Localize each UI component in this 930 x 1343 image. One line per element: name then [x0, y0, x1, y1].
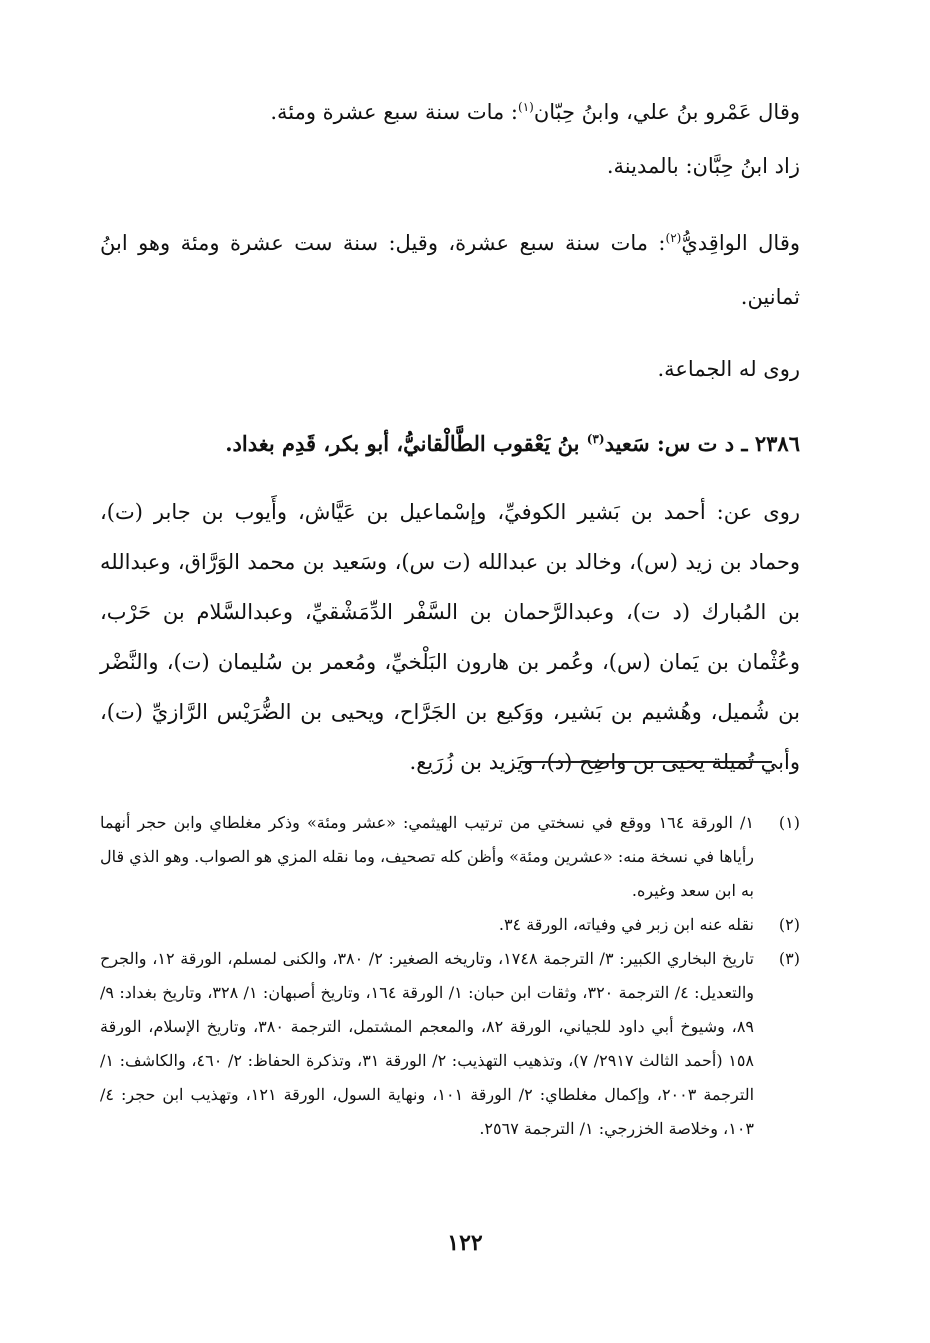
- paragraph-waqidi-end: : مات سنة سبع عشرة، وقيل: سنة ست عشرة ومئة وهو ابنُ ثمانين.: [100, 231, 800, 309]
- footnote-3: [100, 942, 800, 1146]
- footnote-divider: [520, 761, 772, 763]
- paragraph-amr-line1-end: : مات سنة سبع عشرة ومئة.: [270, 100, 519, 124]
- paragraph-amr-line1: وقال عَمْرو بنُ علي، وابنُ حِبّان: [533, 100, 800, 124]
- footnote-number: (١): [778, 813, 800, 832]
- footnote-2: [100, 908, 800, 942]
- main-text: [100, 80, 800, 805]
- footnotes: [100, 806, 800, 1146]
- paragraph-amr: [100, 80, 800, 193]
- entry-heading: [225, 431, 800, 456]
- footnote-text: ١/ الورقة ١٦٤ ووقع في نسختي من ترتيب الهيثمي: «عشر ومئة» وذكر مغلطاي وابن حجر أنهما رأياها في نسخة منه: «عشرين ومئة» وأظن كله تصحيف، وما نقله المزي هو الصواب. وهو الذي قال به ابن سعد وغيره.: [100, 813, 755, 900]
- entry-heading-end: بنُ يَعْقوب الطَّالْقانيُّ، أبو بكر، قَدِم بغداد.: [225, 431, 587, 456]
- entry-2386: [100, 414, 800, 469]
- footnote-text: نقله عنه ابن زبر في وفياته، الورقة ٣٤.: [498, 915, 754, 934]
- entry-heading-start: ٢٣٨٦ ـ د ت س: سَعيد: [604, 431, 800, 456]
- footnote-number: (٢): [778, 915, 800, 934]
- page-number: ١٢٢: [447, 1230, 483, 1256]
- footnote-1: [100, 806, 800, 908]
- entry-body: روى عن: أحمد بن بَشير الكوفيِّ، وإسْماعيل بن عَيَّاش، وأَيوب بن جابر (ت)، وحماد بن زيد (س)، وخالد بن عبدالله (ت س)، وسَعيد بن محمد الوَرَّاق، وعبدالله بن المُبارك (د ت)، وعبدالرَّحمان بن السَّفْر الدِّمَشْقيِّ، وعبدالسَّلام بن حَرْب، وعُثْمان بن يَمان (س)، وعُمر بن هارون البَلْخيِّ، ومُعمر بن سُليمان (ت)، والنَّضْر بن شُميل، وهُشيم بن بَشير، ووَكيع بن الجَرَّاح، ويحيى بن الضُّرَيْس الرَّازيِّ (ت)، وأبي تُميلة يحيى بن واضِح (د)، ويَزيد بن زُرَيع.: [100, 500, 800, 774]
- footnote-ref-1[interactable]: (١): [518, 100, 534, 114]
- footnote-ref-3[interactable]: (٣): [586, 432, 605, 446]
- paragraph-amr-line2: زاد ابنُ حِبَّان: بالمدينة.: [606, 154, 800, 178]
- footnote-number: (٣): [778, 949, 800, 968]
- paragraph-waqidi-start: وقال الواقِديُّ: [681, 231, 800, 255]
- paragraph-waqidi: [100, 211, 800, 324]
- footnote-text: تاريخ البخاري الكبير: ٣/ الترجمة ١٧٤٨، وتاريخه الصغير: ٢/ ٣٨٠، والكنى لمسلم، الورقة ١٢، والجرح والتعديل: ٤/ الترجمة ٣٢٠، وثقات ابن حبان: ١/ الورقة ١٦٤، وتاريخ أصبهان: ١/ ٣٢٨، وتاريخ بغداد: ٩/ ٨٩، وشيوخ أبي داود للجياني، الورقة ٨٢، والمعجم المشتمل، الترجمة ٣٨٠، وتاريخ الإسلام، الورقة ١٥٨ (أحمد الثالث ٢٩١٧/ ٧)، وتذهيب التهذيب: ٢/ الورقة ٣١، وتذكرة الحفاظ: ٢/ ٤٦٠، والكاشف: ١/ الترجمة ٢٠٠٣، وإكمال مغلطاي: ٢/ الورقة ١٠١، ونهاية السول، الورقة ١٢١، وتهذيب ابن حجر: ٤/ ١٠٣، وخلاصة الخزرجي: ١/ الترجمة ٢٥٦٧.: [100, 949, 755, 1138]
- paragraph-jamaa: روى له الجماعة.: [657, 357, 800, 381]
- footnote-ref-2[interactable]: (٢): [665, 231, 682, 245]
